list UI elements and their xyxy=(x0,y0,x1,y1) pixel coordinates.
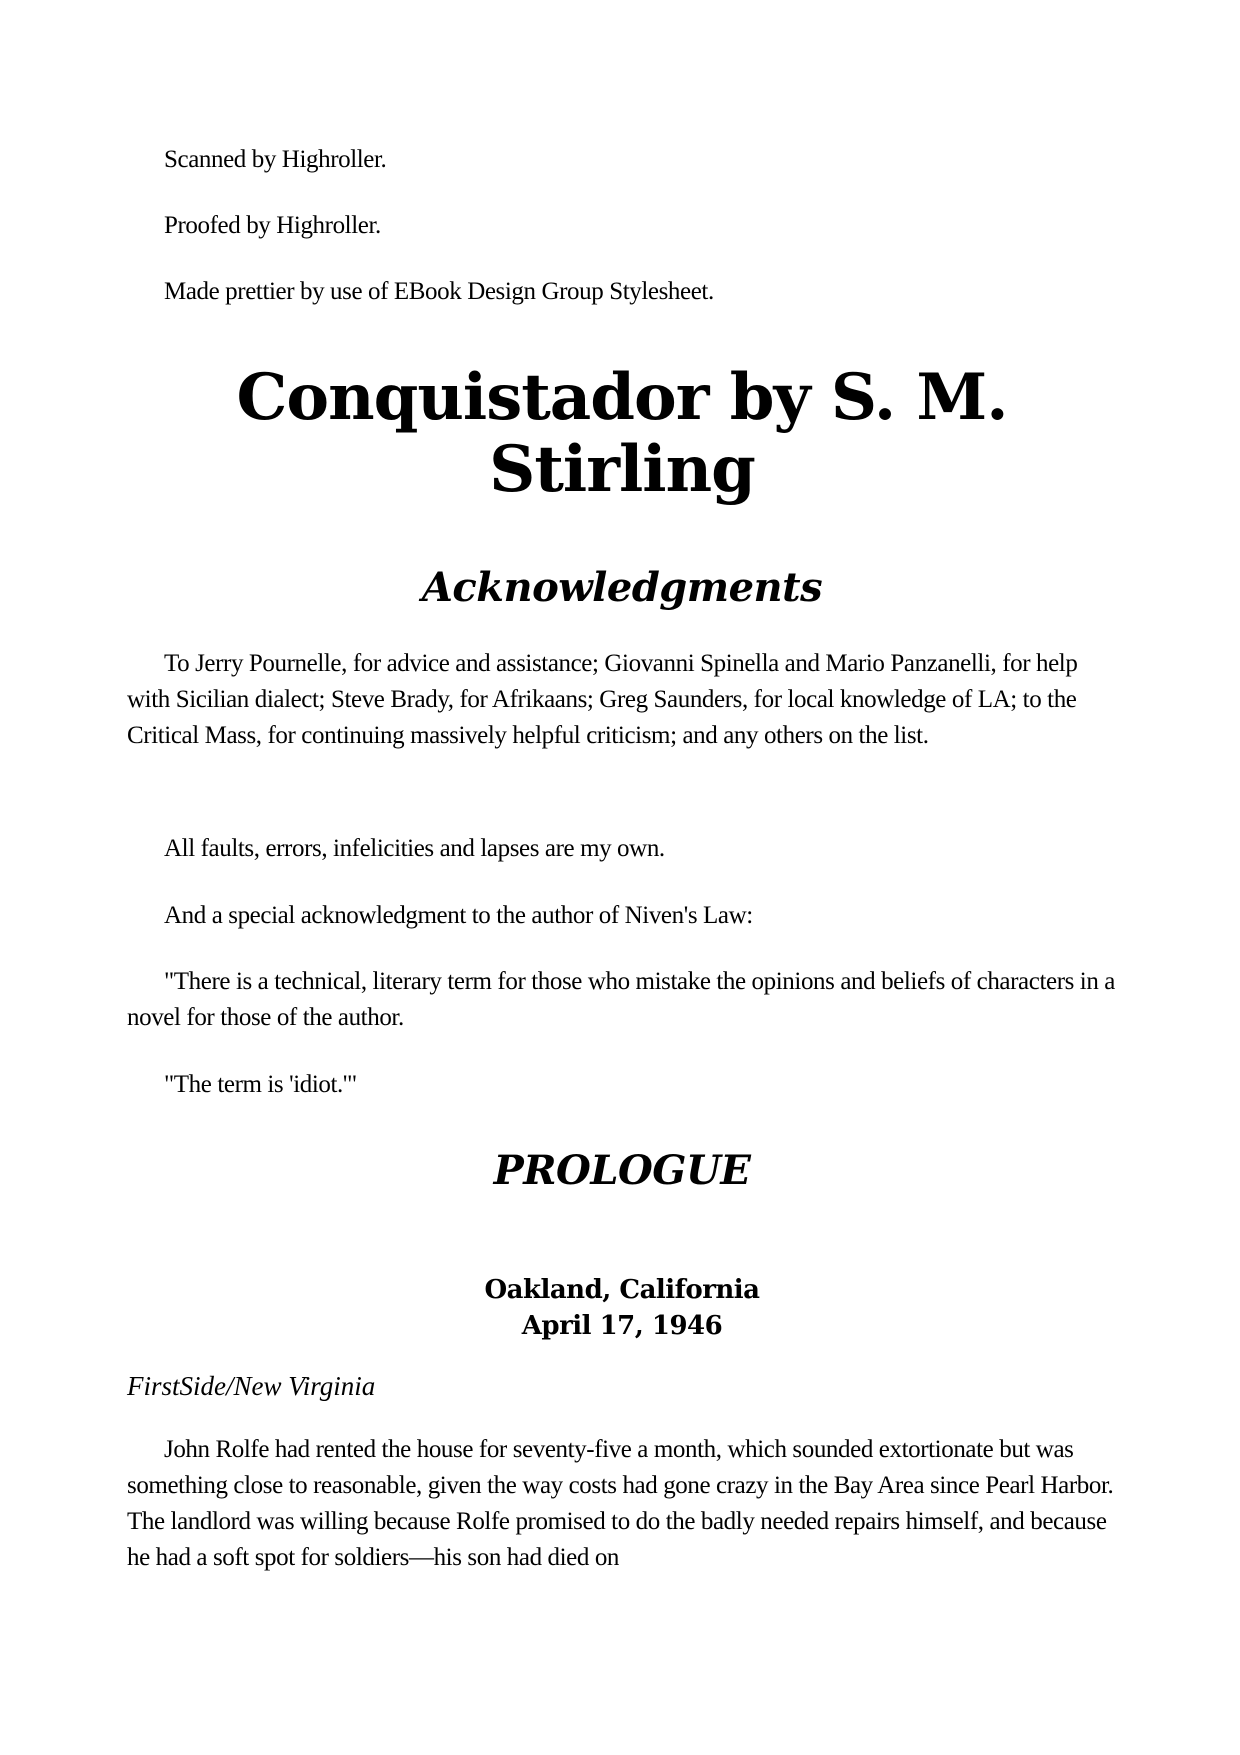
prologue-paragraph: John Rolfe had rented the house for seventy-five a month, which sounded extortionate but was something close to reasonable, given the way costs had gone crazy in the Bay Area since Pearl Harbor. The landlord was willing because Rolfe promised to do the badly needed repairs himself, and because he had a soft spot for soldiers—his son had died on xyxy=(127,1436,1114,1571)
nivens-law-punchline: "The term is 'idiot.'" xyxy=(164,1071,357,1098)
acknowledgments-paragraph: To Jerry Pournelle, for advice and assistance; Giovanni Spinella and Mario Panzanelli, for help with Sicilian dialect; Steve Brady, for Afrikaans; Greg Saunders, for local knowledge of LA; to the Critical Mass, for continuing massively helpful criticism; and any others on the list. xyxy=(127,650,1078,749)
credit-proofed: Proofed by Highroller. xyxy=(164,212,381,239)
prologue-sublocation: FirstSide/New Virginia xyxy=(127,1371,376,1401)
book-title: Conquistador by S. M. Stirling xyxy=(236,360,1008,507)
nivens-law-quote: "There is a technical, literary term for those who mistake the opinions and beliefs of characters in a novel for those of the author. xyxy=(127,968,1115,1031)
credit-stylesheet: Made prettier by use of EBook Design Group Stylesheet. xyxy=(164,278,714,305)
prologue-location: Oakland, California xyxy=(484,1275,760,1305)
credit-scanned: Scanned by Highroller. xyxy=(164,146,387,173)
acknowledgments-heading: Acknowledgments xyxy=(421,564,823,611)
acknowledgments-paragraph: And a special acknowledgment to the author of Niven's Law: xyxy=(164,902,753,929)
prologue-date: April 17, 1946 xyxy=(521,1311,723,1341)
prologue-heading: PROLOGUE xyxy=(493,1147,751,1194)
acknowledgments-paragraph: All faults, errors, infelicities and lapses are my own. xyxy=(164,835,665,862)
